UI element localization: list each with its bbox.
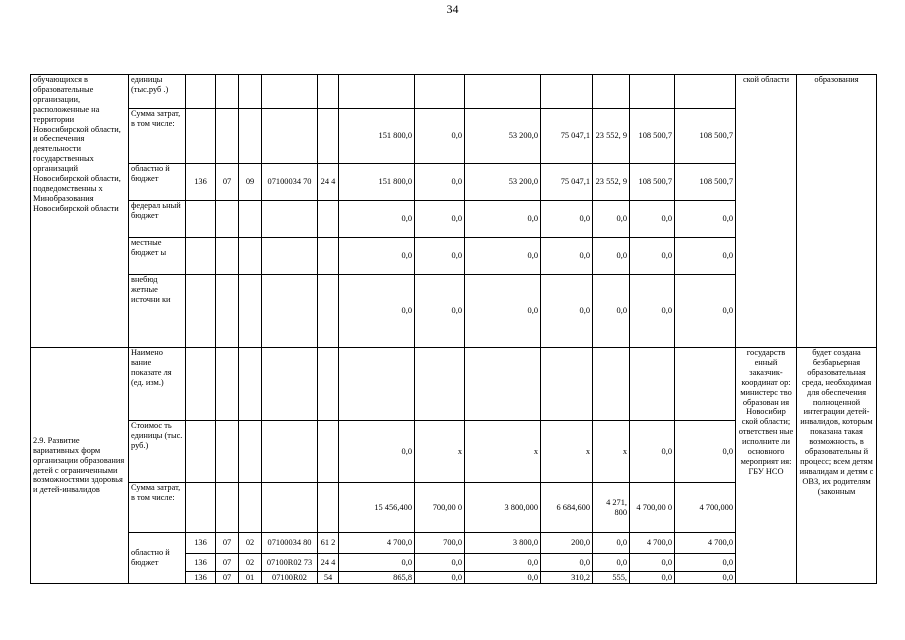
value-cell: 4 700,0 [339, 533, 415, 554]
pr-cell: 02 [239, 533, 262, 554]
value-cell: 23 552, 9 [593, 164, 630, 201]
value-cell [675, 348, 736, 421]
value-cell: 4 700,0 [630, 533, 675, 554]
value-cell: 0,0 [541, 554, 593, 572]
value-cell: х [415, 421, 465, 483]
value-cell: 108 500,7 [675, 164, 736, 201]
csr-cell [262, 201, 318, 238]
csr-cell: 07100034 80 [262, 533, 318, 554]
value-cell: 0,0 [593, 533, 630, 554]
value-cell: 0,0 [630, 275, 675, 348]
value-cell [339, 75, 415, 109]
value-cell: 200,0 [541, 533, 593, 554]
rz-cell [216, 421, 239, 483]
pr-cell [239, 75, 262, 109]
value-cell: 4 271, 800 [593, 483, 630, 533]
value-cell: 0,0 [675, 572, 736, 584]
csr-cell [262, 109, 318, 164]
value-cell: 108 500,7 [630, 109, 675, 164]
csr-cell [262, 483, 318, 533]
value-cell: 0,0 [630, 421, 675, 483]
vr-cell [318, 75, 339, 109]
indicator-label-cell: областно й бюджет [129, 533, 186, 584]
value-cell: 75 047,1 [541, 109, 593, 164]
vr-cell [318, 275, 339, 348]
grbs-cell [186, 348, 216, 421]
csr-cell [262, 421, 318, 483]
value-cell: 0,0 [630, 238, 675, 275]
grbs-cell: 136 [186, 572, 216, 584]
rz-cell [216, 238, 239, 275]
rz-cell [216, 275, 239, 348]
value-cell [630, 75, 675, 109]
value-cell: 0,0 [465, 201, 541, 238]
vr-cell [318, 421, 339, 483]
value-cell: 0,0 [465, 275, 541, 348]
indicator-label-cell: местные бюджет ы [129, 238, 186, 275]
section-b [31, 348, 877, 584]
value-cell [593, 348, 630, 421]
rz-cell [216, 483, 239, 533]
value-cell: х [541, 421, 593, 483]
value-cell: 0,0 [593, 238, 630, 275]
value-cell: 151 800,0 [339, 164, 415, 201]
value-cell: 0,0 [465, 572, 541, 584]
value-cell: 0,0 [465, 554, 541, 572]
pr-cell [239, 109, 262, 164]
value-cell: 3 800,000 [465, 483, 541, 533]
vr-cell: 24 4 [318, 164, 339, 201]
value-cell: 310,2 [541, 572, 593, 584]
value-cell: 151 800,0 [339, 109, 415, 164]
value-cell: 108 500,7 [675, 109, 736, 164]
value-cell: 0,0 [675, 275, 736, 348]
value-cell [593, 75, 630, 109]
csr-cell [262, 275, 318, 348]
value-cell: 0,0 [415, 164, 465, 201]
value-cell [415, 75, 465, 109]
value-cell [541, 75, 593, 109]
value-cell: 75 047,1 [541, 164, 593, 201]
value-cell: 0,0 [415, 275, 465, 348]
value-cell: 0,0 [593, 275, 630, 348]
grbs-cell: 136 [186, 164, 216, 201]
rz-cell: 07 [216, 554, 239, 572]
indicator-label-cell: Стоимос ть единицы (тыс. руб.) [129, 421, 186, 483]
grbs-cell: 136 [186, 533, 216, 554]
executor-cell: ской области [736, 75, 797, 348]
vr-cell: 54 [318, 572, 339, 584]
value-cell: 4 700,0 [675, 533, 736, 554]
value-cell: 0,0 [415, 201, 465, 238]
value-cell: 0,0 [339, 201, 415, 238]
value-cell: 0,0 [465, 238, 541, 275]
event-name-cell: 2.9. Развитие вариативных форм организации образования детей с ограниченными возможностями здоровья и детей-инвалидов [31, 348, 129, 584]
rz-cell [216, 109, 239, 164]
page-number: 34 [446, 2, 459, 16]
executor-cell: государств енный заказчик-координат ор: министерс тво образован ия Новосибир ской области; ответствен ные исполните ли основного мероприят ия: ГБУ НСО [736, 348, 797, 584]
value-cell: 0,0 [675, 421, 736, 483]
value-cell: 865,8 [339, 572, 415, 584]
csr-cell: 07100R02 [262, 572, 318, 584]
indicator-label-cell: единицы (тыс.руб .) [129, 75, 186, 109]
pr-cell [239, 421, 262, 483]
rz-cell [216, 75, 239, 109]
pr-cell [239, 238, 262, 275]
grbs-cell: 136 [186, 554, 216, 572]
value-cell: 0,0 [630, 554, 675, 572]
value-cell: 53 200,0 [465, 109, 541, 164]
grbs-cell [186, 421, 216, 483]
result-cell: будет создана безбарьерная образовательная среда, необходимая для обеспечения полноценной интеграции детей-инвалидов, которым показана такая возможность, в образовательны й процесс; всем детям инвалидам и детям с ОВЗ, их родителям (законным [797, 348, 877, 584]
value-cell: 0,0 [593, 554, 630, 572]
value-cell [630, 348, 675, 421]
pr-cell: 09 [239, 164, 262, 201]
value-cell: 0,0 [415, 554, 465, 572]
value-cell [415, 348, 465, 421]
vr-cell: 24 4 [318, 554, 339, 572]
value-cell: 6 684,600 [541, 483, 593, 533]
value-cell [541, 348, 593, 421]
csr-cell: 07100034 70 [262, 164, 318, 201]
grbs-cell [186, 75, 216, 109]
value-cell: 0,0 [630, 572, 675, 584]
pr-cell: 01 [239, 572, 262, 584]
result-cell: образования [797, 75, 877, 348]
table-row [31, 348, 877, 421]
value-cell: 0,0 [339, 275, 415, 348]
value-cell [675, 75, 736, 109]
value-cell: 4 700,00 0 [630, 483, 675, 533]
value-cell [339, 348, 415, 421]
rz-cell: 07 [216, 572, 239, 584]
value-cell: 0,0 [415, 238, 465, 275]
value-cell: 0,0 [630, 201, 675, 238]
value-cell: 0,0 [675, 201, 736, 238]
program-table [30, 74, 877, 584]
indicator-label-cell: областно й бюджет [129, 164, 186, 201]
value-cell: 0,0 [593, 201, 630, 238]
csr-cell [262, 238, 318, 275]
value-cell: х [465, 421, 541, 483]
vr-cell [318, 483, 339, 533]
value-cell: х [593, 421, 630, 483]
csr-cell [262, 75, 318, 109]
value-cell: 0,0 [415, 572, 465, 584]
value-cell: 0,0 [339, 421, 415, 483]
value-cell [465, 75, 541, 109]
grbs-cell [186, 238, 216, 275]
event-name-cell: обучающихся в образовательные организации, расположенные на территории Новосибирской области, и обеспечения деятельности государственных организаций Новосибирской области, подведомственны х Минобразования Новосибирской области [31, 75, 129, 348]
csr-cell [262, 348, 318, 421]
vr-cell [318, 109, 339, 164]
value-cell: 23 552, 9 [593, 109, 630, 164]
value-cell: 0,0 [339, 238, 415, 275]
value-cell: 0,0 [339, 554, 415, 572]
rz-cell [216, 348, 239, 421]
grbs-cell [186, 275, 216, 348]
pr-cell [239, 201, 262, 238]
value-cell: 3 800,0 [465, 533, 541, 554]
value-cell: 555, [593, 572, 630, 584]
grbs-cell [186, 201, 216, 238]
vr-cell [318, 348, 339, 421]
value-cell: 53 200,0 [465, 164, 541, 201]
indicator-label-cell: Сумма затрат, в том числе: [129, 483, 186, 533]
grbs-cell [186, 483, 216, 533]
section-a [31, 75, 877, 348]
indicator-label-cell: федерал ьный бюджет [129, 201, 186, 238]
csr-cell: 07100R02 73 [262, 554, 318, 572]
vr-cell: 61 2 [318, 533, 339, 554]
value-cell: 0,0 [541, 238, 593, 275]
value-cell: 700,00 0 [415, 483, 465, 533]
value-cell: 108 500,7 [630, 164, 675, 201]
rz-cell: 07 [216, 164, 239, 201]
pr-cell [239, 275, 262, 348]
indicator-label-cell: внебюд жетные источни ки [129, 275, 186, 348]
value-cell: 0,0 [415, 109, 465, 164]
value-cell: 4 700,000 [675, 483, 736, 533]
rz-cell [216, 201, 239, 238]
value-cell: 700,0 [415, 533, 465, 554]
rz-cell: 07 [216, 533, 239, 554]
value-cell: 15 456,400 [339, 483, 415, 533]
value-cell: 0,0 [675, 238, 736, 275]
indicator-label-cell: Сумма затрат, в том числе: [129, 109, 186, 164]
vr-cell [318, 201, 339, 238]
table-row [31, 75, 877, 109]
grbs-cell [186, 109, 216, 164]
value-cell: 0,0 [541, 201, 593, 238]
pr-cell: 02 [239, 554, 262, 572]
value-cell: 0,0 [541, 275, 593, 348]
value-cell: 0,0 [675, 554, 736, 572]
value-cell [465, 348, 541, 421]
vr-cell [318, 238, 339, 275]
pr-cell [239, 483, 262, 533]
indicator-label-cell: Наимено вание показате ля (ед. изм.) [129, 348, 186, 421]
pr-cell [239, 348, 262, 421]
